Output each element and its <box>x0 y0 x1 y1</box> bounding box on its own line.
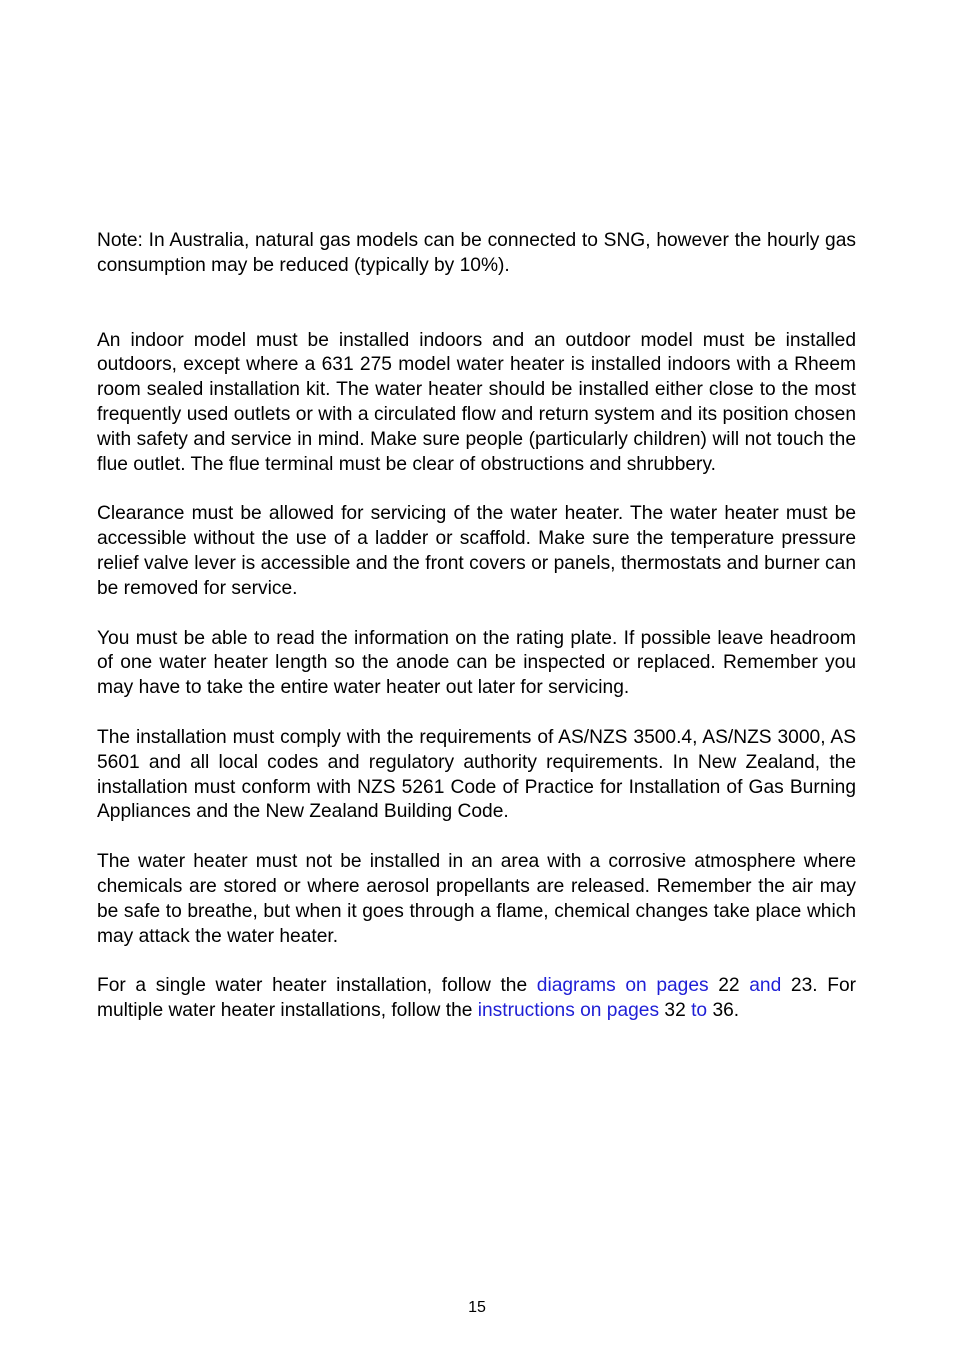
instructions-link[interactable]: instructions on pages <box>477 1000 660 1022</box>
to-link[interactable]: to <box>691 1000 708 1022</box>
installation-references-paragraph <box>97 974 856 1024</box>
page-number: 15 <box>468 1299 486 1316</box>
location-paragraph: An indoor model must be installed indoors and an outdoor model must be installed outdoors, except where a 631 275 model water heater is installed indoors with a Rheem room sealed installation kit. The water heater should be installed either close to the most frequently used outlets or with a circulated flow and return system and its position chosen with safety and service in mind. Make sure people (particularly children) will not touch the flue outlet. The flue terminal must be clear of obstructions and shrubbery. <box>97 329 856 475</box>
multiple-install-text: 23. For multiple water heater installations, follow the <box>97 975 857 1022</box>
corrosive-atmosphere-paragraph: The water heater must not be installed in an area with a corrosive atmosphere where chemicals are stored or where aerosol propellants are released. Remember the air may be safe to breathe, but when it goes through a flame, chemical changes take place which may attack the water heater. <box>97 851 856 947</box>
page-36-text: 36. <box>707 1000 740 1022</box>
clearance-paragraph: Clearance must be allowed for servicing of the water heater. The water heater must be accessible without the use of a ladder or scaffold. Make sure the temperature pressure relief valve lever is accessible and the front covers or panels, thermostats and burner can be removed for service. <box>97 503 856 599</box>
diagrams-link[interactable]: diagrams on pages <box>536 975 709 997</box>
compliance-paragraph: The installation must comply with the requirements of AS/NZS 3500.4, AS/NZS 3000, AS 5601 and all local codes and regulatory authority requirements. In New Zealand, the installation must conform with NZS 5261 Code of Practice for Installation of Gas Burning Appliances and the New Zealand Building Code. <box>97 726 856 823</box>
and-link[interactable]: and <box>749 975 782 997</box>
page-content <box>97 229 856 1024</box>
single-install-text: For a single water heater installation, follow the <box>97 975 537 997</box>
page-32-text: 32 <box>659 1000 692 1022</box>
rating-plate-paragraph: You must be able to read the information on the rating plate. If possible leave headroom of one water heater length so the anode can be inspected or replaced. Remember you may have to take the entire water heater out later for servicing. <box>97 627 856 699</box>
note-paragraph: Note: In Australia, natural gas models can be connected to SNG, however the hourly gas consumption may be reduced (typically by 10%). <box>97 230 856 276</box>
page-22-text: 22 <box>708 975 750 997</box>
